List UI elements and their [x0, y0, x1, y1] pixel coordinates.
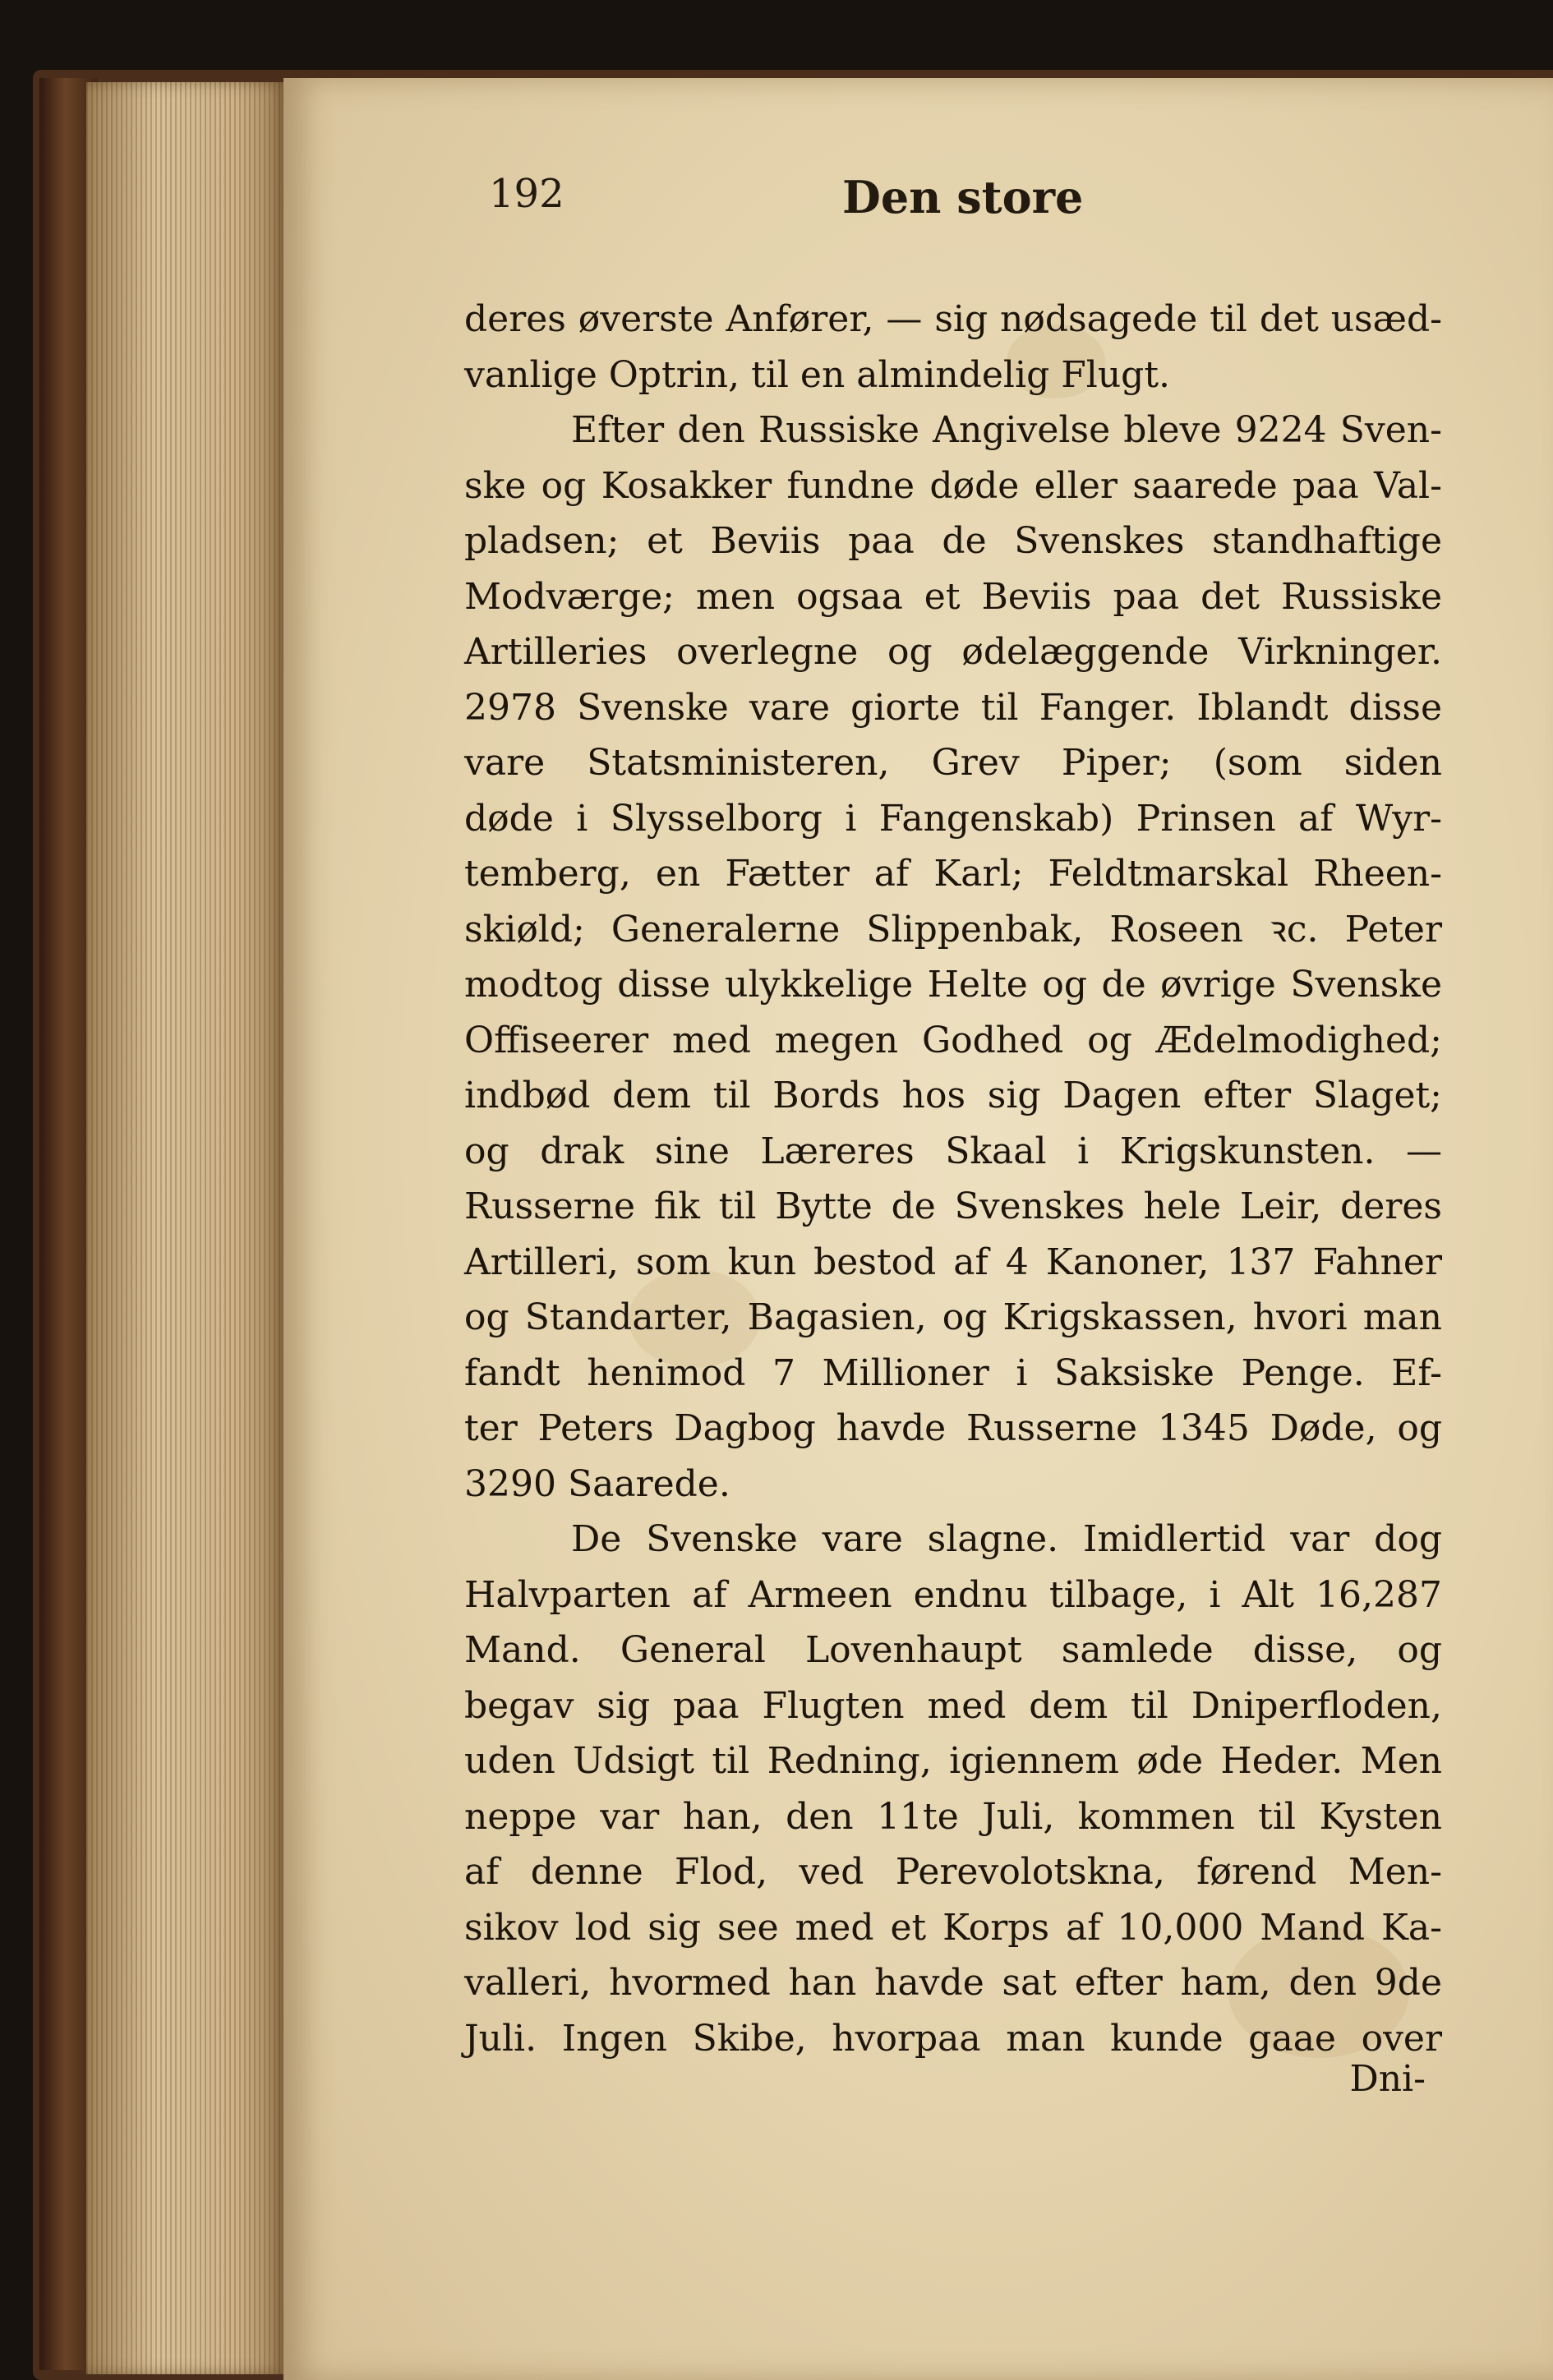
text-line: Halvparten af Armeen endnu tilbage, i Alt 16,287 [464, 1573, 1442, 1616]
page-header [489, 171, 1459, 228]
text-line: af denne Flod, ved Perevolotskna, førend Men- [464, 1851, 1442, 1893]
text-line: Russerne fik til Bytte de Svenskes hele Leir, deres [464, 1185, 1442, 1227]
page-edges [86, 82, 288, 2374]
running-title: Den store [842, 171, 1084, 223]
text-line: 2978 Svenske vare giorte til Fanger. Iblandt disse [464, 686, 1442, 729]
text-line: De Svenske vare slagne. Imidlertid var dog [571, 1518, 1442, 1560]
catchword: Dni- [1349, 2058, 1426, 2100]
body-text [464, 292, 1442, 2066]
text-line: sikov lod sig see med et Korps af 10,000 Mand Ka- [464, 1906, 1442, 1949]
text-line: vare Statsministeren, Grev Piper; (som siden [464, 742, 1442, 784]
text-line: deres øverste Anfører, — sig nødsagede til det usæd- [464, 298, 1442, 340]
text-line: fandt henimod 7 Millioner i Saksiske Penge. Ef- [464, 1351, 1442, 1394]
text-line: og drak sine Læreres Skaal i Krigskunsten. — [464, 1130, 1442, 1172]
text-line: indbød dem til Bords hos sig Dagen efter Slaget; [464, 1075, 1442, 1116]
text-line: Artilleri, som kun bestod af 4 Kanoner, 137 Fahner [464, 1241, 1442, 1283]
text-line: Modværge; men ogsaa et Beviis paa det Russiske [464, 575, 1442, 618]
text-line: pladsen; et Beviis paa de Svenskes standhaftige [464, 520, 1442, 562]
text-line: Offiseerer med megen Godhed og Ædelmodighed; [464, 1019, 1442, 1061]
text-line: Artilleries overlegne og ødelæggende Virkninger. [464, 631, 1442, 673]
page-number: 192 [489, 171, 565, 217]
text-line: Efter den Russiske Angivelse bleve 9224 Sven- [571, 409, 1442, 451]
text-line: Mand. General Lovenhaupt samlede disse, og [464, 1629, 1442, 1671]
text-line: begav sig paa Flugten med dem til Dniperfloden, [464, 1684, 1442, 1727]
text-line: ske og Kosakker fundne døde eller saarede paa Val- [464, 464, 1442, 507]
text-line: døde i Slysselborg i Fangenskab) Prinsen af Wyr- [464, 797, 1442, 840]
text-line: skiøld; Generalerne Slippenbak, Roseen ꝛc. Peter [464, 908, 1442, 951]
text-line: uden Udsigt til Redning, igiennem øde Heder. Men [464, 1740, 1442, 1782]
text-line: ter Peters Dagbog havde Russerne 1345 Døde, og [464, 1407, 1442, 1449]
text-line: Juli. Ingen Skibe, hvorpaa man kunde gaae over [464, 2017, 1442, 2060]
text-line: neppe var han, den 11te Juli, kommen til Kysten [464, 1795, 1442, 1838]
text-line: 3290 Saarede. [464, 1462, 730, 1505]
text-line: vanlige Optrin, til en almindelig Flugt. [464, 353, 1170, 396]
text-line: modtog disse ulykkelige Helte og de øvrige Svenske [464, 964, 1442, 1006]
text-line: temberg, en Fætter af Karl; Feldtmarskal Rheen- [464, 853, 1442, 895]
text-line: og Standarter, Bagasien, og Krigskassen, hvori man [464, 1296, 1442, 1338]
text-line: valleri, hvormed han havde sat efter ham, den 9de [464, 1962, 1442, 2004]
